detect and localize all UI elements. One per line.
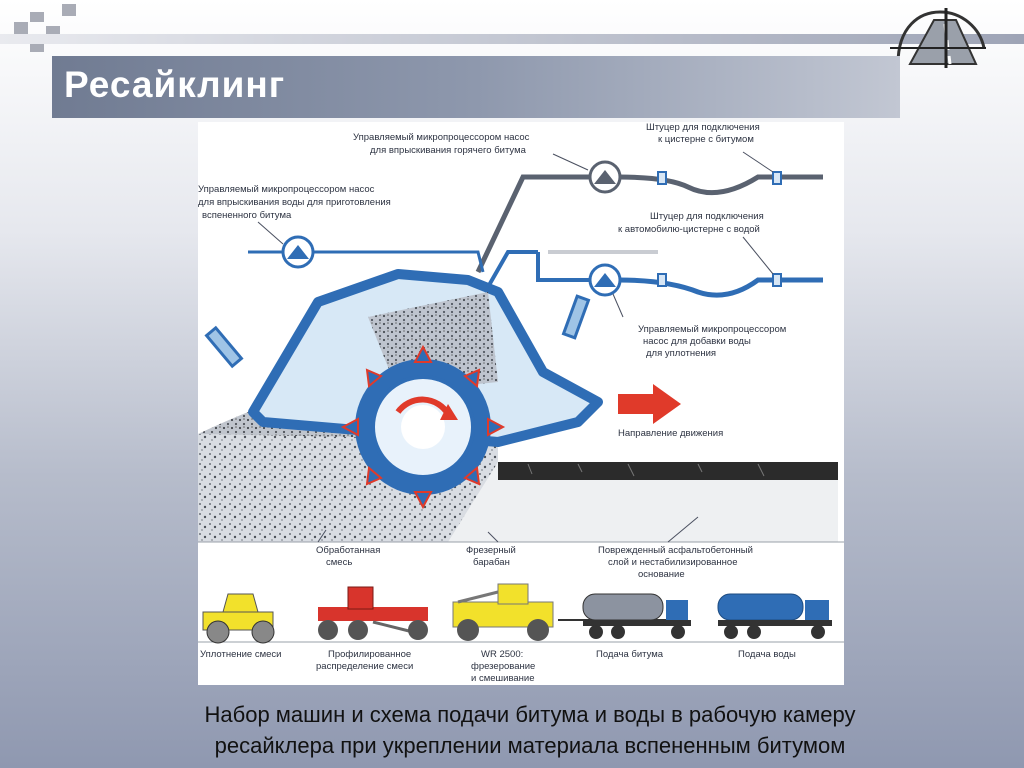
road-logo-icon [890,6,986,68]
caption-line: Набор машин и схема подачи битума и воды в рабочую камеру [204,702,856,727]
label-direction: Направление движения [618,428,724,439]
label-water-truck-fitting: Штуцер для подключения к автомобилю-цистерне с водой [618,211,764,235]
label-recycler: WR 2500: фрезерование и смешивание [471,649,536,684]
recycler-machine-icon [453,584,553,641]
decor-square [62,4,76,16]
label-hot-bitumen-pump: Управляемый микропроцессором насос для впрыскивания горячего битума [353,132,530,156]
foam-water-pump-icon [283,237,313,267]
compaction-water-pump-icon [590,265,620,295]
water-fitting-icon [658,274,666,286]
label-water-tanker: Подача воды [738,649,796,660]
slide-title: Ресайклинг [64,64,286,105]
recycling-diagram [198,122,844,685]
water-fitting-icon [773,274,781,286]
grader-icon [318,587,428,640]
asphalt-layer [498,462,838,480]
milling-drum [343,347,503,507]
label-roller: Уплотнение смеси [200,649,282,660]
label-compaction-water-pump: Управляемый микропроцессором насос для добавки воды для уплотнения [638,324,787,359]
decor-square [14,22,28,34]
decor-square [30,12,44,22]
hot-bitumen-pump-icon [590,162,620,192]
label-bitumen-tank-fitting: Штуцер для подключения к цистерне с битумом [646,122,760,145]
caption-line: ресайклера при укреплении материала вспененным битумом [214,733,846,758]
water-tanker-icon [718,594,832,639]
title-bar [52,56,900,118]
label-bitumen-tanker: Подача битума [596,649,664,660]
bitumen-fitting-icon [773,172,781,184]
bitumen-fitting-icon [658,172,666,184]
header-stripe [0,34,1024,44]
label-foam-water-pump: Управляемый микропроцессором насос для впрыскивания воды для приготовления вспененного битума [198,184,391,221]
label-damaged-layer: Поврежденный асфальтобетонный слой и нестабилизированное основание [598,545,753,580]
direction-arrow-icon [618,384,681,424]
label-treated-mix: Обработанная смесь [316,545,381,568]
bitumen-tanker-icon [583,594,691,639]
roller-icon [203,594,274,643]
label-milling-drum: Фрезерный барабан [466,545,516,568]
slide-caption [80,699,980,761]
label-grader: Профилированное распределение смеси [316,649,414,672]
